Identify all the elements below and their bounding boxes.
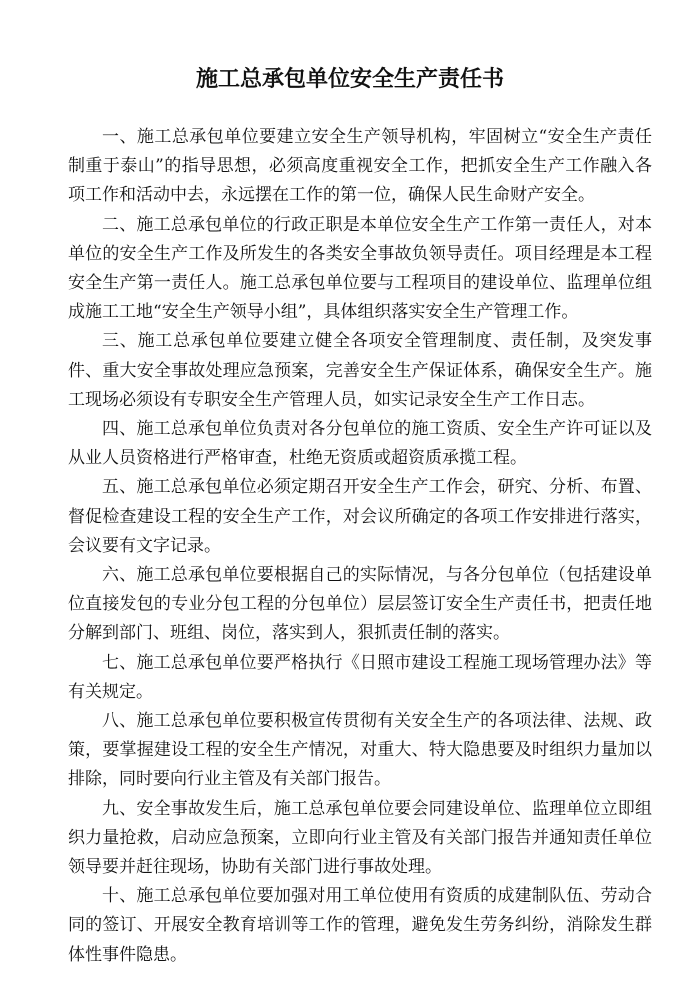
paragraph-4: 四、施工总承包单位负责对各分包单位的施工资质、安全生产许可证以及从业人员资格进行严格审查，杜绝无资质或超资质承揽工程。: [68, 419, 652, 469]
document-body: [68, 123, 652, 970]
paragraph-7: 七、施工总承包单位要严格执行《日照市建设工程施工现场管理办法》等有关规定。: [68, 652, 652, 702]
paragraph-2: 二、施工总承包单位的行政正职是本单位安全生产工作第一责任人，对本单位的安全生产工作及所发生的各类安全事故负领导责任。项目经理是本工程安全生产第一责任人。施工总承包单位要与工程项目的建设单位、监理单位组成施工工地“安全生产领导小组”，具体组织落实安全生产管理工作。: [68, 214, 652, 323]
paragraph-10: 十、施工总承包单位要加强对用工单位使用有资质的成建制队伍、劳动合同的签订、开展安全教育培训等工作的管理，避免发生劳务纠纷，消除发生群体性事件隐患。: [68, 886, 652, 965]
paragraph-3: 三、施工总承包单位要建立健全各项安全管理制度、责任制，及突发事件、重大安全事故处理应急预案，完善安全生产保证体系，确保安全生产。施工现场必须设有专职安全生产管理人员，如实记录安全生产工作日志。: [68, 331, 652, 410]
paragraph-5: 五、施工总承包单位必须定期召开安全生产工作会，研究、分析、布置、督促检查建设工程的安全生产工作，对会议所确定的各项工作安排进行落实，会议要有文字记录。: [68, 477, 652, 556]
paragraph-8: 八、施工总承包单位要积极宣传贯彻有关安全生产的各项法律、法规、政策，要掌握建设工程的安全生产情况，对重大、特大隐患要及时组织力量加以排除，同时要向行业主管及有关部门报告。: [68, 711, 652, 790]
document-title: 施工总承包单位安全生产责任书: [195, 66, 504, 92]
paragraph-6: 六、施工总承包单位要根据自己的实际情况，与各分包单位（包括建设单位直接发包的专业分包工程的分包单位）层层签订安全生产责任书，把责任地分解到部门、班组、岗位，落实到人，狠抓责任制的落实。: [68, 565, 652, 644]
paragraph-1: 一、施工总承包单位要建立安全生产领导机构，牢固树立“安全生产责任制重于泰山”的指导思想，必须高度重视安全工作，把抓安全生产工作融入各项工作和活动中去，永远摆在工作的第一位，确保人民生命财产安全。: [68, 127, 652, 206]
paragraph-9: 九、安全事故发生后，施工总承包单位要会同建设单位、监理单位立即组织力量抢救，启动应急预案，立即向行业主管及有关部门报告并通知责任单位领导要并赶往现场，协助有关部门进行事故处理。: [68, 798, 652, 878]
